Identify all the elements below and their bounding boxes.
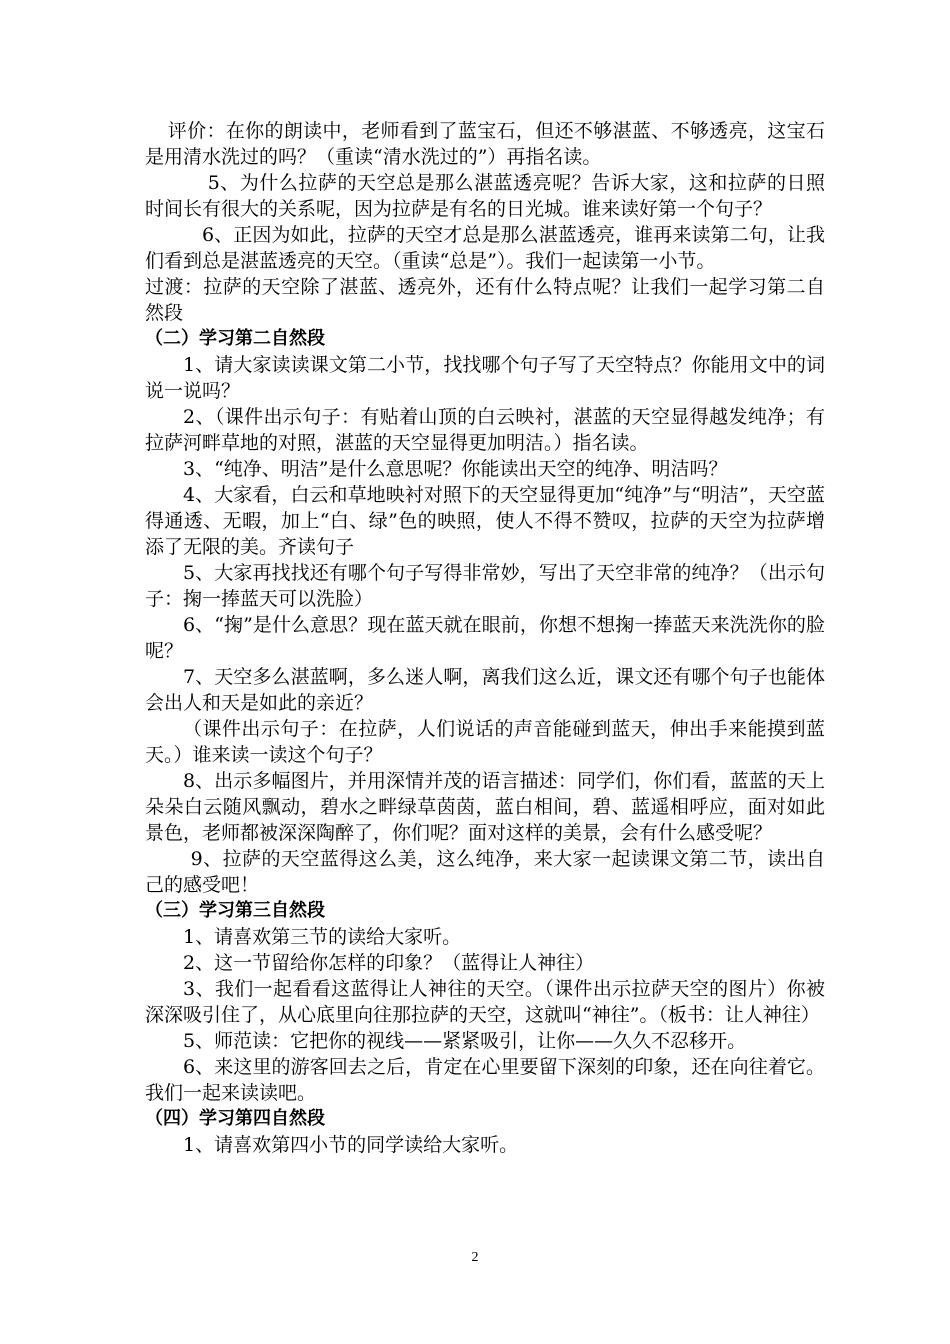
paragraph-s2-step-6: 6、“掬”是什么意思？现在蓝天就在眼前，你想不想掬一捧蓝天来洗洗你的脸呢？ bbox=[145, 614, 825, 662]
paragraph-step-5: 5、为什么拉萨的天空总是那么湛蓝透亮呢？告诉大家，这和拉萨的日照时间长有很大的关系呢，因为拉萨是有名的日光城。谁来读好第一个句子？ bbox=[145, 172, 825, 220]
paragraph-s2-step-2: 2、（课件出示句子：有贴着山顶的白云映衬，湛蓝的天空显得越发纯净；有拉萨河畔草地的对照，湛蓝的天空显得更加明洁。）指名读。 bbox=[145, 406, 825, 454]
paragraph-evaluation: 评价：在你的朗读中，老师看到了蓝宝石，但还不够湛蓝、不够透亮，这宝石是用清水洗过的吗？（重读“清水洗过的”）再指名读。 bbox=[145, 120, 825, 168]
section-heading-2: （二）学习第二自然段 bbox=[145, 328, 325, 349]
paragraph-s2-step-8: 8、出示多幅图片，并用深情并茂的语言描述：同学们，你们看，蓝蓝的天上朵朵白云随风飘动，碧水之畔绿草茵茵，蓝白相间，碧、蓝遥相呼应，面对如此景色，老师都被深深陶醉了，你们呢？面对这样的美景，会有什么感受呢？ bbox=[145, 770, 825, 844]
section-heading-3: （三）学习第三自然段 bbox=[145, 900, 325, 921]
paragraph-transition: 过渡：拉萨的天空除了湛蓝、透亮外，还有什么特点呢？让我们一起学习第二自然段 bbox=[145, 276, 825, 324]
page-number: 2 bbox=[471, 1250, 479, 1265]
paragraph-s2-step-9: 9、拉萨的天空蓝得这么美，这么纯净，来大家一起读课文第二节，读出自己的感受吧！ bbox=[145, 848, 825, 896]
paragraph-s4-step-1: 1、请喜欢第四小节的同学读给大家听。 bbox=[183, 1134, 519, 1156]
paragraph-s2-step-5: 5、大家再找找还有哪个句子写得非常妙，写出了天空非常的纯净？（出示句子：掬一捧蓝天可以洗脸） bbox=[145, 562, 825, 610]
paragraph-s3-step-1: 1、请喜欢第三节的读给大家听。 bbox=[183, 926, 462, 948]
paragraph-step-6: 6、正因为如此，拉萨的天空才总是那么湛蓝透亮，谁再来读第二句，让我们看到总是湛蓝透亮的天空。（重读“总是”）。我们一起读第一小节。 bbox=[145, 224, 825, 272]
paragraph-s3-step-5: 5、师范读：它把你的视线——紧紧吸引，让你——久久不忍移开。 bbox=[183, 1030, 747, 1052]
document-page bbox=[145, 118, 825, 1158]
paragraph-s2-step-3: 3、“纯净、明洁”是什么意思呢？你能读出天空的纯净、明洁吗？ bbox=[183, 458, 728, 480]
section-heading-4: （四）学习第四自然段 bbox=[145, 1108, 325, 1129]
paragraph-s2-step-1: 1、请大家读读课文第二小节，找找哪个句子写了天空特点？你能用文中的词说一说吗？ bbox=[145, 354, 825, 402]
paragraph-s3-step-3: 3、我们一起看看这蓝得让人神往的天空。（课件出示拉萨天空的图片）你被深深吸引住了，从心底里向往那拉萨的天空，这就叫“神往”。（板书：让人神往） bbox=[145, 978, 825, 1026]
paragraph-s2-step-7: 7、天空多么湛蓝啊，多么迷人啊，离我们这么近，课文还有哪个句子也能体会出人和天是如此的亲近？ bbox=[145, 666, 825, 714]
paragraph-s2-courseware: （课件出示句子：在拉萨，人们说话的声音能碰到蓝天，伸出手来能摸到蓝天。）谁来读一读这个句子？ bbox=[145, 718, 825, 766]
paragraph-s3-step-2: 2、这一节留给你怎样的印象？（蓝得让人神往） bbox=[183, 952, 595, 974]
paragraph-s3-step-6: 6、来这里的游客回去之后，肯定在心里要留下深刻的印象，还在向往着它。我们一起来读读吧。 bbox=[145, 1056, 825, 1104]
paragraph-s2-step-4: 4、大家看，白云和草地映衬对照下的天空显得更加“纯净”与“明洁”，天空蓝得通透、无暇，加上“白、绿”色的映照，使人不得不赞叹，拉萨的天空为拉萨增添了无限的美。齐读句子 bbox=[145, 484, 825, 558]
